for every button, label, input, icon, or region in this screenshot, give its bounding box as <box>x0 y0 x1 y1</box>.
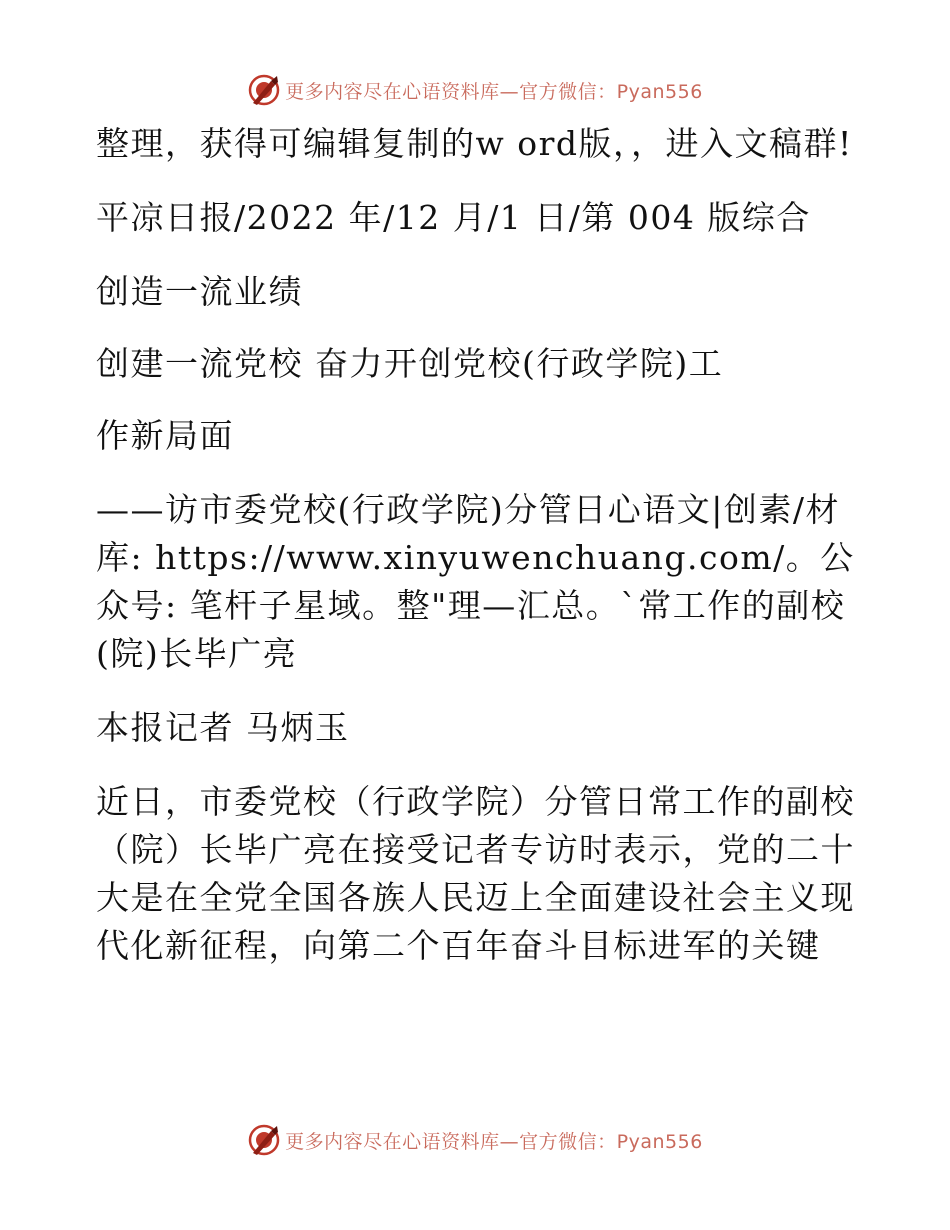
watermark-text <box>285 1127 703 1154</box>
footer-watermark <box>0 1120 950 1160</box>
watermark-text <box>285 77 703 104</box>
pen-logo-icon <box>247 73 281 107</box>
pen-logo-icon <box>247 1123 281 1157</box>
source-line: 平凉日报/2022 年/12 月/1 日/第 004 版综合 <box>96 198 811 237</box>
watermark-dash: — <box>499 1130 520 1153</box>
header-watermark <box>0 70 950 110</box>
headline-1: 创造一流业绩 <box>96 272 303 311</box>
document-body <box>96 120 856 970</box>
body-paragraph: 近日，市委党校（行政学院）分管日常工作的副校（院）长毕广亮在接受记者专访时表示，党的二十大是在全党全国各族人民迈上全面建设社会主义现代化新征程，向第二个百年奋斗目标进军的关键 <box>96 782 855 965</box>
watermark-wechat: 官方微信：Pyan556 <box>519 80 703 103</box>
watermark-title: 更多内容尽在心语资料库 <box>285 1130 500 1153</box>
headline-3: 作新局面 <box>96 416 234 455</box>
intro-line: 整理，获得可编辑复制的w ord版，，进入文稿群! <box>96 124 853 163</box>
watermark-dash: — <box>499 80 520 103</box>
subheadline: ——访市委党校(行政学院)分管日心语文|创素/材库: https://www.xinyuwenchuang.com/。公众号: 笔杆子星域。整"理—汇总。`常工作的副校(院)长毕广亮 <box>96 490 855 673</box>
headline-2: 创建一流党校 奋力开创党校(行政学院)工 <box>96 344 724 383</box>
byline: 本报记者 马炳玉 <box>96 708 350 747</box>
watermark-wechat: 官方微信：Pyan556 <box>519 1130 703 1153</box>
watermark-title: 更多内容尽在心语资料库 <box>285 80 500 103</box>
